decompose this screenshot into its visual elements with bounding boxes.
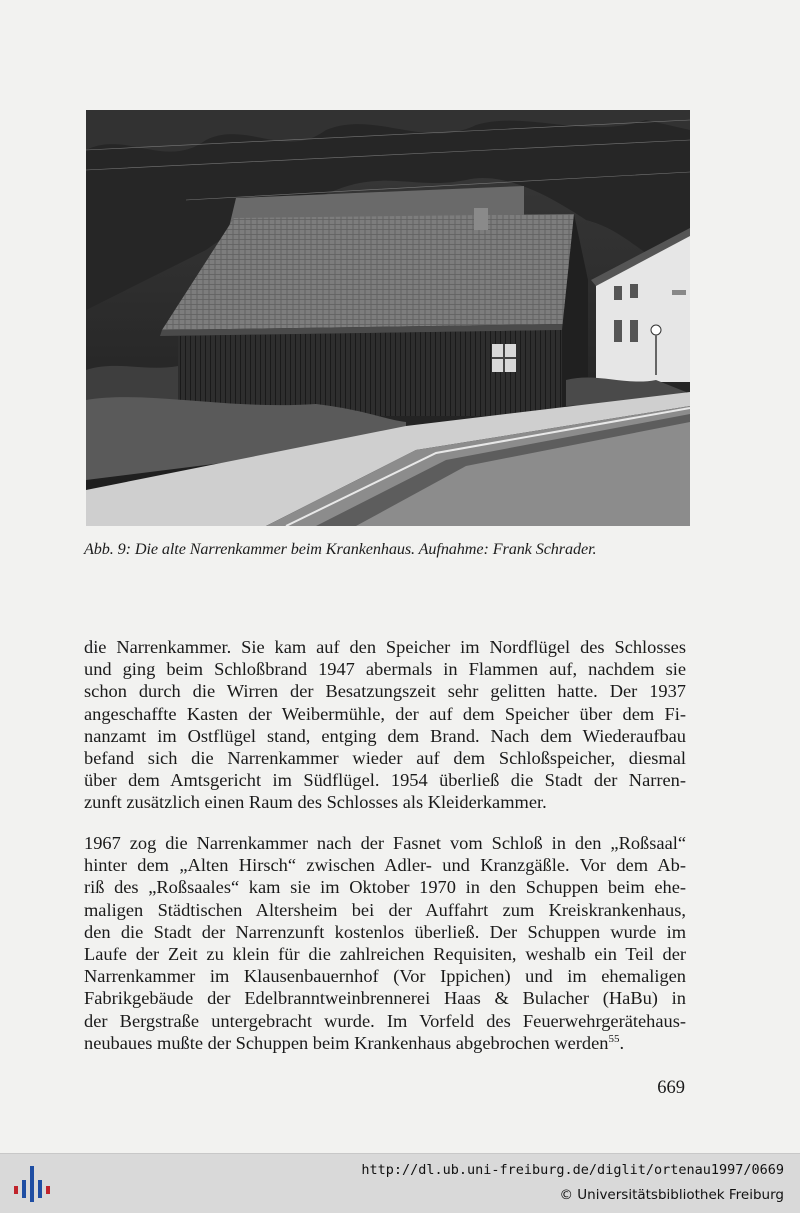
source-url[interactable]: http://dl.ub.uni-freiburg.de/diglit/ortenau1997/0669	[361, 1162, 784, 1178]
body-paragraph-1	[84, 636, 686, 814]
text-line: Narrenkammer im Klausenbauernhof (Vor Ippichen) und im ehemaligen	[84, 966, 686, 987]
figure-photo	[86, 110, 690, 526]
text-line: den die Stadt der Narrenzunft kostenlos überließ. Der Schuppen wurde im	[84, 921, 686, 942]
text-line: neubaues mußte der Schuppen beim Krankenhaus abgebrochen werden$^{55}$.	[84, 1032, 625, 1053]
copyright-notice: © Universitätsbibliothek Freiburg	[559, 1187, 784, 1203]
body-paragraph-2	[84, 832, 686, 1054]
text-line: maligen Städtischen Altersheim bei der Auffahrt zum Kreiskrankenhaus,	[84, 899, 686, 920]
page-number: 669	[657, 1078, 685, 1098]
footnote-reference[interactable]: 55	[608, 1032, 620, 1045]
library-logo-icon	[12, 1162, 52, 1206]
text-line: angeschaffte Kasten der Weibermühle, der auf dem Speicher über dem Fi-	[84, 703, 686, 724]
text-line: Laufe der Zeit zu klein für die zahlreichen Requisiten, weshalb ein Teil der	[84, 944, 686, 965]
text-line: und ging beim Schloßbrand 1947 abermals in Flammen auf, nachdem sie	[84, 659, 686, 680]
footer-bar	[0, 1153, 800, 1213]
text-line: der Bergstraße untergebracht wurde. Im Vorfeld des Feuerwehrgerätehaus-	[84, 1010, 686, 1031]
figure-caption: Abb. 9: Die alte Narrenkammer beim Krankenhaus. Aufnahme: Frank Schrader.	[84, 540, 597, 558]
text-line: über dem Amtsgericht im Südflügel. 1954 überließ die Stadt der Narren-	[84, 770, 686, 791]
text-line: riß des „Roßsaales“ kam sie im Oktober 1970 in den Schuppen beim ehe-	[84, 877, 686, 898]
text-line: 1967 zog die Narrenkammer nach der Fasnet vom Schloß in den „Roßsaal“	[84, 833, 686, 853]
text-line: nanzamt im Ostflügel stand, entging dem Brand. Nach dem Wiederaufbau	[84, 725, 686, 746]
text-line: Fabrikgebäude der Edelbranntweinbrennerei Haas & Bulacher (HaBu) in	[84, 988, 686, 1009]
text-line: befand sich die Narrenkammer wieder auf dem Schloßspeicher, diesmal	[84, 748, 686, 769]
photo-image	[86, 110, 690, 526]
text-line: zunft zusätzlich einen Raum des Schlosses als Kleiderkammer.	[84, 792, 547, 813]
text-line: hinter dem „Alten Hirsch“ zwischen Adler- und Kranzgäßle. Vor dem Ab-	[84, 855, 686, 876]
text-line: die Narrenkammer. Sie kam auf den Speicher im Nordflügel des Schlosses	[84, 637, 686, 657]
text-line: schon durch die Wirren der Besatzungszeit sehr gelitten hatte. Der 1937	[84, 681, 686, 702]
